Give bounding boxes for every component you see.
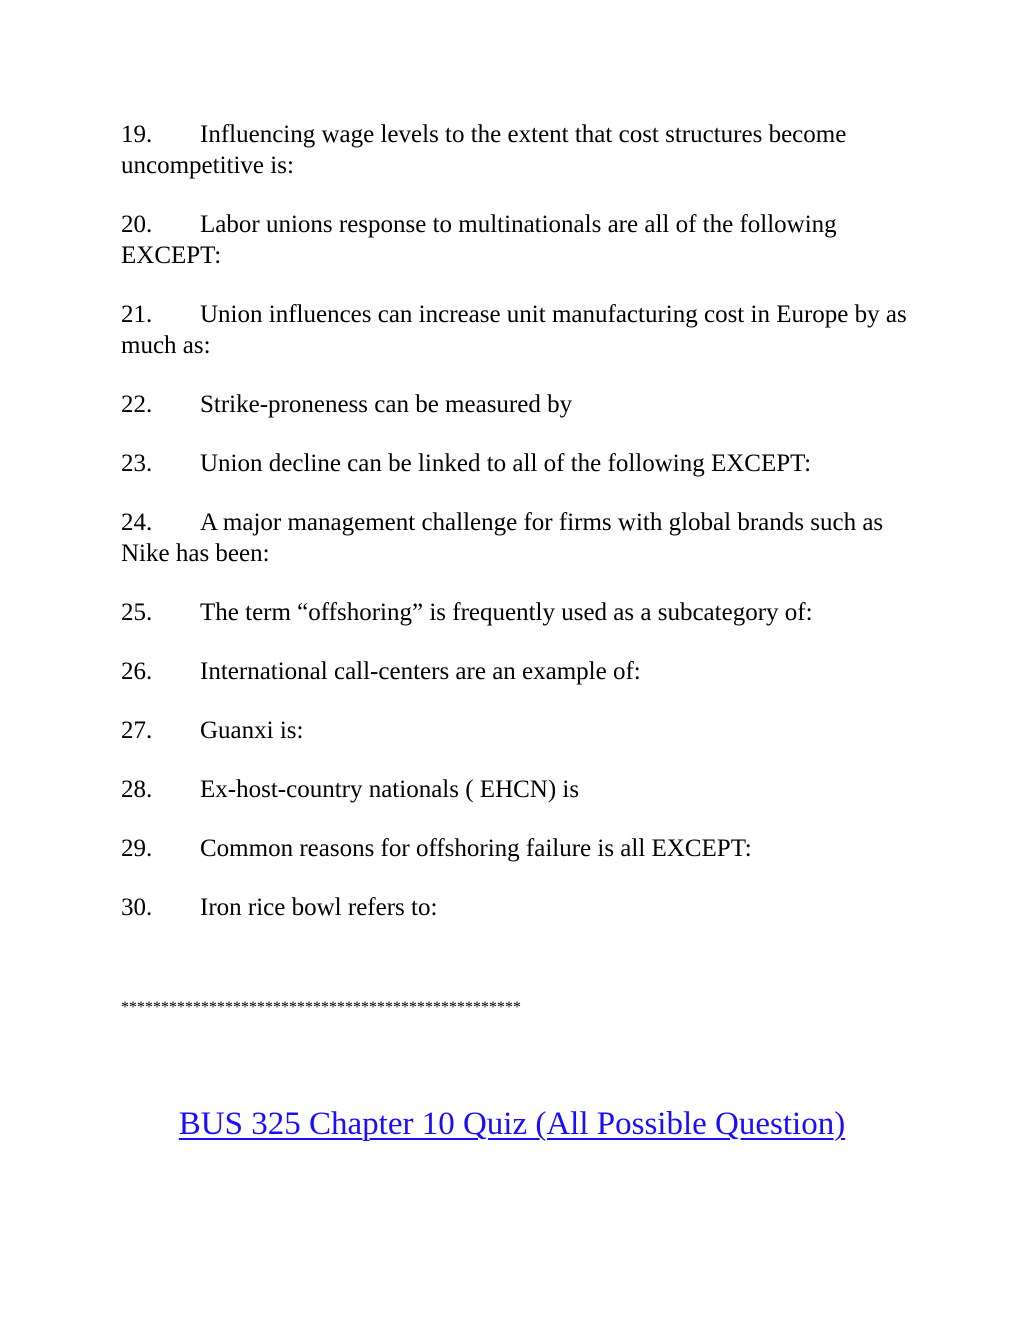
question-number: 27. <box>121 717 153 744</box>
asterisk-separator: ************************************************** <box>121 999 521 1016</box>
question-item <box>121 299 911 361</box>
question-number: 22. <box>121 391 153 418</box>
question-text: International call-centers are an example of: <box>200 658 641 685</box>
question-text: A major management challenge for firms with global brands such as Nike has been: <box>121 509 884 567</box>
question-number: 21. <box>121 301 153 328</box>
question-item <box>121 715 911 746</box>
question-number: 19. <box>121 121 153 148</box>
question-item <box>121 774 911 805</box>
question-item <box>121 507 911 569</box>
question-number: 28. <box>121 776 153 803</box>
question-number: 30. <box>121 894 153 921</box>
question-item <box>121 656 911 687</box>
question-text: Union decline can be linked to all of the following EXCEPT: <box>200 450 812 477</box>
question-item <box>121 389 911 420</box>
question-number: 26. <box>121 658 153 685</box>
question-text: Guanxi is: <box>200 717 304 744</box>
question-text: Influencing wage levels to the extent that cost structures become uncompetitive is: <box>121 121 847 179</box>
question-text: The term “offshoring” is frequently used as a subcategory of: <box>200 599 813 626</box>
question-item <box>121 833 911 864</box>
question-item <box>121 448 911 479</box>
quiz-title-link[interactable] <box>0 1104 1024 1144</box>
question-item <box>121 119 911 181</box>
quiz-title-link-text[interactable]: BUS 325 Chapter 10 Quiz (All Possible Question) <box>178 1106 846 1142</box>
question-text: Common reasons for offshoring failure is all EXCEPT: <box>200 835 752 862</box>
question-number: 24. <box>121 509 153 536</box>
question-list <box>121 119 911 951</box>
question-text: Ex-host-country nationals ( EHCN) is <box>200 776 580 803</box>
question-number: 29. <box>121 835 153 862</box>
question-number: 25. <box>121 599 153 626</box>
question-item <box>121 209 911 271</box>
question-item <box>121 892 911 923</box>
question-text: Union influences can increase unit manufacturing cost in Europe by as much as: <box>121 301 907 359</box>
question-number: 20. <box>121 211 153 238</box>
question-text: Iron rice bowl refers to: <box>200 894 438 921</box>
question-item <box>121 597 911 628</box>
question-text: Strike-proneness can be measured by <box>200 391 573 418</box>
question-number: 23. <box>121 450 153 477</box>
question-text: Labor unions response to multinationals are all of the following EXCEPT: <box>121 211 837 269</box>
